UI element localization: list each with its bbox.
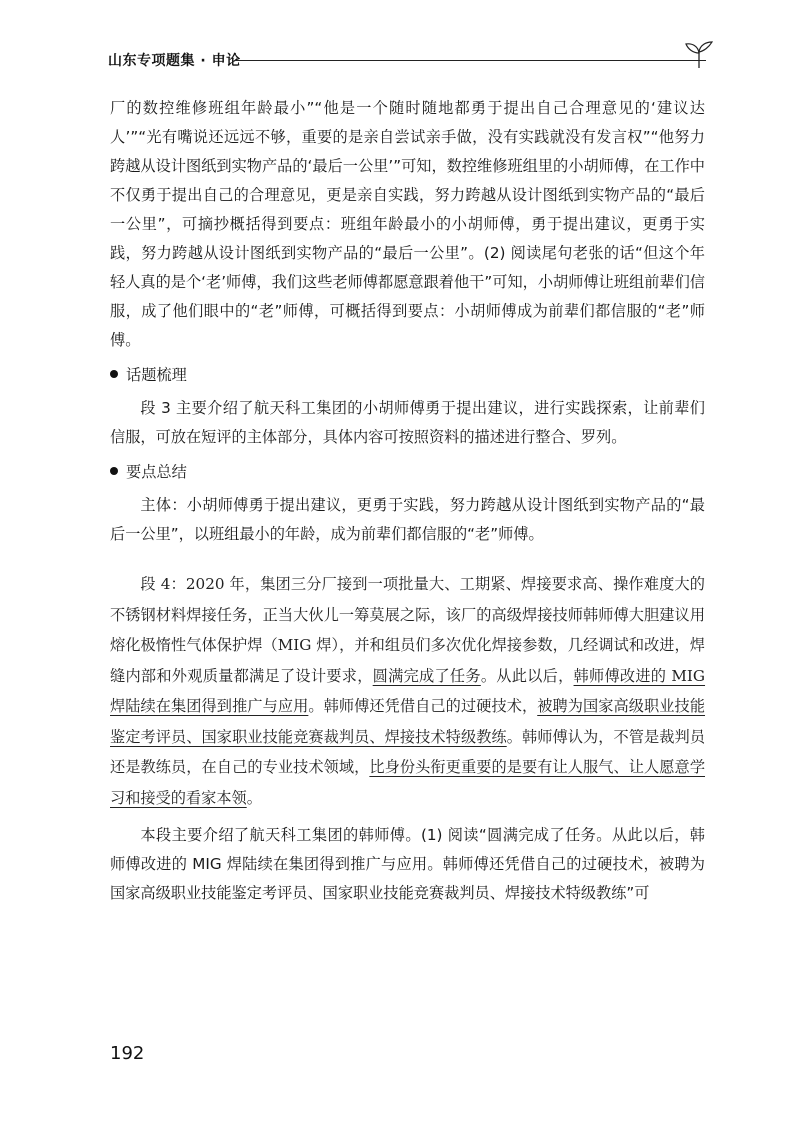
book-title: 山东专项题集 · 申论 — [108, 53, 241, 69]
header-divider — [236, 60, 706, 61]
summary-heading-label: 要点总结 — [126, 463, 187, 481]
page-content — [110, 94, 705, 908]
topic-heading — [110, 361, 705, 390]
material-paragraph — [110, 569, 705, 813]
material-text: 段 4：2020 年，集团三分厂接到一项批量大、工期紧、焊接要求高、操作难度大的不锈钢材料焊接任务，正当大伙儿一筹莫展之际，该厂的高级焊接技师韩师傅大胆建议用熔化极惰性气体保护焊（MIG 焊），并和组员们多次优化焊接参数，几经调试和改进，焊缝内部和外观质量都满足了设计要求， — [110, 575, 705, 685]
underlined-text: 被聘为国家高级职业技能鉴定考评员、国家职业技能竞赛裁判员、焊接技术特级教练 — [110, 697, 706, 746]
underlined-text: 圆满完成了任务 — [372, 666, 481, 685]
bullet-icon — [110, 467, 118, 475]
summary-heading — [110, 458, 705, 487]
analysis-paragraph: 厂的数控维修班组年龄最小”“他是一个随时随地都勇于提出自己合理意见的‘建议达人’”“光有嘴说还远远不够，重要的是亲自尝试亲手做，没有实践就没有发言权”“他努力跨越从设计图纸到实物产品的‘最后一公里’”可知，数控维修班组里的小胡师傅，在工作中不仅勇于提出自己的合理意见，更是亲自实践，努力跨越从设计图纸到实物产品的“最后一公里”，可摘抄概括得到要点：班组年龄最小的小胡师傅，勇于提出建议，更勇于实践，努力跨越从设计图纸到实物产品的“最后一公里”。(2) 阅读尾句老张的话“但这个年轻人真的是个‘老’师傅，我们这些老师傅都愿意跟着他干”可知，小胡师傅让班组前辈们信服，成了他们眼中的“老”师傅，可概括得到要点：小胡师傅成为前辈们都信服的“老”师傅。 — [110, 99, 705, 349]
topic-paragraph: 段 3 主要介绍了航天科工集团的小胡师傅勇于提出建议，进行实践探索，让前辈们信服，可放在短评的主体部分，具体内容可按照资料的描述进行整合、罗列。 — [110, 399, 705, 446]
analysis-paragraph-2: 本段主要介绍了航天科工集团的韩师傅。(1) 阅读“圆满完成了任务。从此以后，韩师傅改进的 MIG 焊陆续在集团得到推广与应用。韩师傅还凭借自己的过硬技术，被聘为国家高级职业技能鉴定考评员、国家职业技能竞赛裁判员、焊接技术特级教练”可 — [110, 826, 705, 902]
leaf-sprout-icon — [682, 40, 716, 70]
material-text: 。韩师傅还凭借自己的过硬技术， — [308, 697, 538, 715]
material-text: 。韩师傅认为，不管是裁判员还是教练员，在自己的专业技术领域， — [110, 727, 706, 776]
underlined-text: 比身份头衔更重要的是要有让人服气、让人愿意学习和接受的看家本领 — [110, 758, 706, 807]
summary-paragraph: 主体：小胡师傅勇于提出建议，更勇于实践，努力跨越从设计图纸到实物产品的“最后一公里”，以班组最小的年龄，成为前辈们都信服的“老”师傅。 — [110, 496, 705, 543]
material-text: 。 — [246, 788, 262, 807]
page-header — [108, 40, 708, 80]
material-text: 。从此以后， — [480, 666, 574, 685]
bullet-icon — [110, 370, 118, 378]
underlined-text: 韩师傅改进的 MIG 焊陆续在集团得到推广与应用 — [110, 666, 706, 715]
topic-heading-label: 话题梳理 — [126, 366, 187, 384]
page-number: 192 — [110, 1043, 145, 1064]
